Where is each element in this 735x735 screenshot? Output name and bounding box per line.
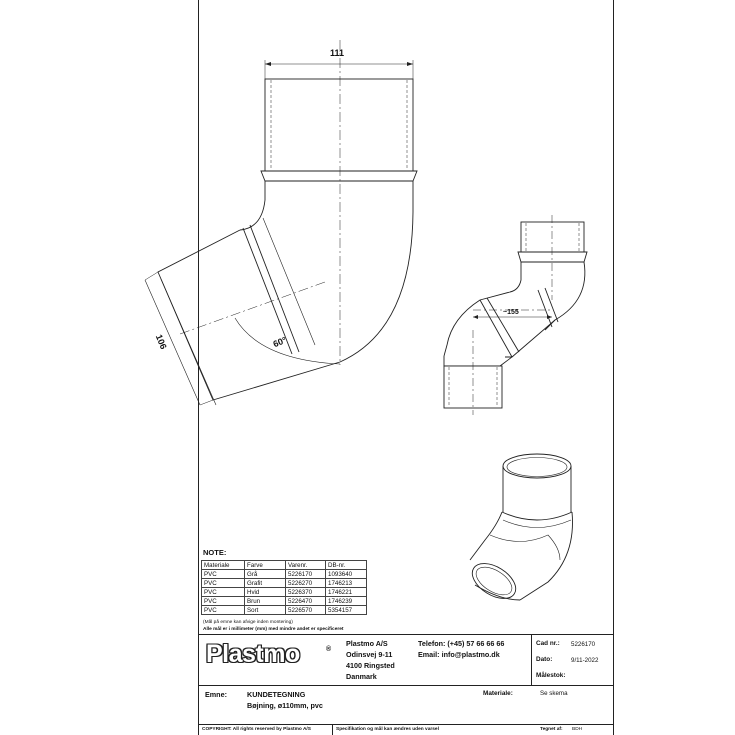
date-label: Dato:: [536, 656, 553, 663]
table-row: [202, 606, 367, 615]
table-cell: 5226170: [286, 570, 326, 579]
company-email: Email: info@plastmo.dk: [418, 650, 500, 659]
cad-number-label: Cad nr.:: [536, 640, 560, 647]
table-cell: PVC: [202, 579, 245, 588]
table-cell: 5354157: [326, 606, 367, 615]
drawn-by-value: BDH: [572, 727, 583, 732]
subject-label: Emne:: [205, 690, 227, 699]
dim-angle-label: 60°: [271, 334, 289, 350]
table-cell: 5226570: [286, 606, 326, 615]
company-country: Danmark: [346, 672, 377, 681]
copyright-text: COPYRIGHT: All rights reserved by Plastmo A/S: [202, 727, 311, 732]
table-header: Varenr.: [286, 561, 326, 570]
table-row: [202, 579, 367, 588]
subject-description: Bøjning, ø110mm, pvc: [247, 701, 323, 710]
top-socket: [265, 79, 413, 171]
angled-leg: [158, 230, 340, 400]
table-cell: 5226270: [286, 579, 326, 588]
date-value: 9/11-2022: [571, 657, 599, 664]
dim-width-label: 111: [330, 48, 345, 58]
logo-registered-mark: ®: [326, 646, 332, 653]
spec-change-note: Specifikation og mål kan ændres uden varsel: [336, 727, 439, 732]
table-cell: PVC: [202, 606, 245, 615]
titleblock-mid-border: [198, 685, 614, 686]
dim-length-label: 106: [153, 333, 169, 351]
table-header-row: [202, 561, 367, 570]
company-name: Plastmo A/S: [346, 639, 388, 648]
table-cell: 1746213: [326, 579, 367, 588]
plastmo-logo: Plastmo: [206, 640, 300, 668]
table-cell: Hvid: [245, 588, 286, 597]
titleblock-bottom-border: [198, 724, 614, 725]
company-street: Odinsvej 9-11: [346, 650, 393, 659]
table-cell: Sort: [245, 606, 286, 615]
table-header: Farve: [245, 561, 286, 570]
dim-offset-label: ~155: [503, 309, 519, 316]
table-header: Materiale: [202, 561, 245, 570]
main-bend-side-view: [145, 40, 417, 405]
titleblock-divider: [531, 634, 532, 685]
table-cell: Grå: [245, 570, 286, 579]
note-title: NOTE:: [203, 548, 227, 557]
table-cell: 1746239: [326, 597, 367, 606]
drawn-by-label: Tegnet af:: [540, 727, 563, 732]
table-row: [202, 570, 367, 579]
footer-divider-1: [332, 725, 333, 735]
table-row: [202, 597, 367, 606]
outer-curve: [340, 181, 413, 362]
table-cell: 1746221: [326, 588, 367, 597]
table-cell: Grafit: [245, 579, 286, 588]
titleblock-top-border: [198, 634, 614, 635]
socket-collar: [261, 171, 417, 181]
company-phone: Telefon: (+45) 57 66 66 66: [418, 639, 505, 648]
note-remark-units: Alle mål er i millimeter (mm) med mindre andet er specificeret: [203, 627, 344, 632]
table-cell: 1093640: [326, 570, 367, 579]
table-row: [202, 588, 367, 597]
table-cell: PVC: [202, 570, 245, 579]
company-city: 4100 Ringsted: [346, 661, 395, 670]
material-label: Materiale:: [483, 690, 513, 697]
table-cell: PVC: [202, 597, 245, 606]
cad-number-value: 5226170: [571, 641, 596, 648]
inner-curve: [240, 181, 265, 230]
subject-title: KUNDETEGNING: [247, 690, 306, 699]
table-cell: 5226470: [286, 597, 326, 606]
table-cell: PVC: [202, 588, 245, 597]
table-cell: 5226370: [286, 588, 326, 597]
material-value: Se skema: [540, 690, 568, 697]
scale-label: Målestok:: [536, 672, 566, 679]
table-cell: Brun: [245, 597, 286, 606]
variant-table: [201, 560, 367, 615]
note-remark-tolerance: (Mål på emne kan afvige inden montering): [203, 620, 293, 625]
table-header: DB-nr.: [326, 561, 367, 570]
perspective-view: [466, 454, 572, 606]
